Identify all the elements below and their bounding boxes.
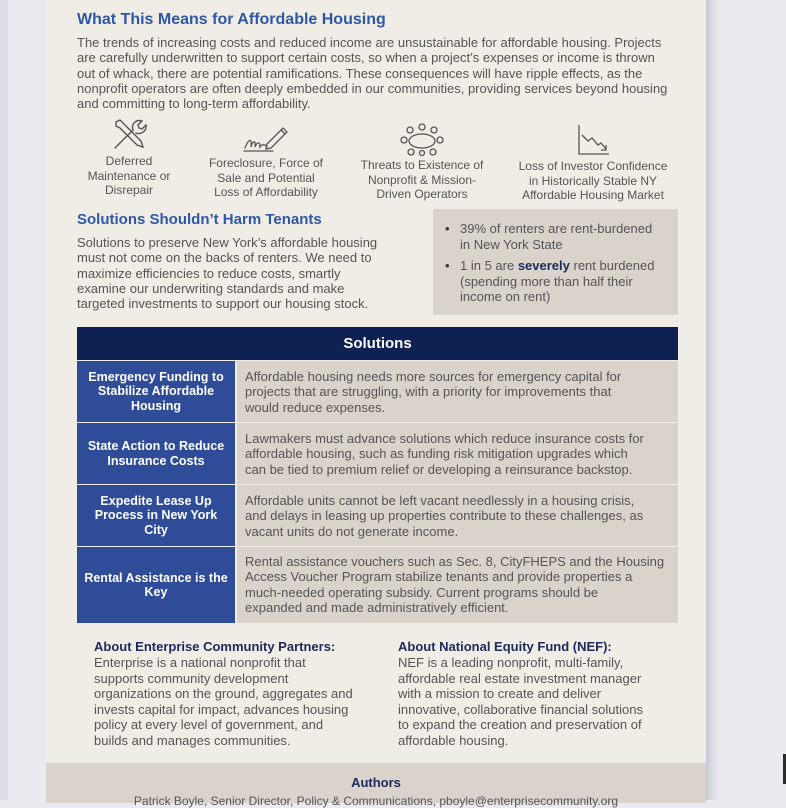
text-line: must not come on the backs of renters. We need to [77,250,372,266]
about-body [398,655,673,748]
about-enterprise [94,639,369,748]
ramification-label: Loss of Affordability [214,185,318,199]
ramification-deferred-maintenance [79,116,179,198]
text-line: maximize efficiencies to reduce costs, smartly [77,265,341,281]
text-line: expanded and made administratively efficient. [245,599,509,615]
text-line: builds and manages communities. [94,732,291,748]
text-line: out of whack, there are potential ramifications. These consequences will have ripple effects, as the [77,65,643,81]
about-heading: About Enterprise Community Partners: [94,639,336,654]
solution-description [237,361,678,422]
authors-heading: Authors [351,775,401,790]
rent-burden-stats [433,209,678,315]
text-line: vacant units do not generate income. [245,523,459,539]
text-line: to expand the creation and preservation of [398,717,642,732]
text-line: and committing to long-term affordability. [77,96,311,112]
ramification-label: Threats to Existence of [360,158,484,172]
text-line: examine our underwriting standards and make [77,280,345,296]
text-line: with a mission to create and deliver [398,686,602,701]
solution-label: Emergency Funding to Stabilize Affordable Housing [77,361,235,422]
left-sidebar [0,0,8,800]
text-line: Access Voucher Program stabilize tenants and provide properties a [245,569,633,585]
about-heading: About National Equity Fund (NEF): [398,639,612,654]
ramification-label: Sale and Potential [217,170,315,185]
text-line: affordable real estate investment manager [398,670,642,686]
ramification-label: Maintenance or [87,168,171,183]
stat-item [445,258,666,305]
text-line: supports community development [94,670,289,686]
text-line: Solutions to preserve New York’s affordable housing [77,235,378,250]
solutions-table-header: Solutions [77,327,678,360]
ramification-label: Affordable Housing Market [522,188,664,202]
page-shadow [706,0,718,800]
declining-chart-icon [576,123,610,157]
ramification-nonprofit-threat [352,122,492,202]
stat-line [460,258,666,274]
solution-description [237,423,678,484]
text-line: NEF is a leading nonprofit, multi-family, [398,655,624,670]
text-line: nonprofit operators are often deeply embedded in our communities, providing services beyond housing [77,80,668,96]
stat-text: 1 in 5 are [460,258,518,273]
signature-icon [243,120,289,154]
solution-label: State Action to Reduce Insurance Costs [77,423,235,484]
ramification-label: Deferred [105,154,153,168]
table-row [77,484,678,546]
authors-line: Patrick Boyle, Senior Director, Policy & Communications, pboyle@enterprisecommunity.org [133,794,619,808]
authors-section [46,763,706,808]
text-line: much-needed operating subsidy. Current programs should be [245,584,599,600]
stat-line: income on rent) [460,289,551,304]
tools-icon [111,116,147,152]
text-line: affordable housing, such as funding risk mitigation upgrades which [245,446,628,462]
text-line: affordable housing. [398,732,509,748]
solution-description [237,485,678,546]
stat-emphasis: severely [517,258,570,273]
stat-text: rent burdened [569,258,655,273]
stat-line: (spending more than half their [460,273,633,289]
stat-item [445,221,666,252]
ramification-label: Loss of Investor Confidence [518,159,668,173]
table-row [77,546,678,623]
text-line: and delays in leasing up properties contribute to these challenges, as [245,508,644,524]
text-line: Enterprise is a national nonprofit that [94,655,306,670]
stat-line: • 39% of renters are rent-burdened [460,221,653,236]
text-line: innovative, collaborative financial solutions [398,701,643,717]
text-line: Affordable housing needs more sources for emergency capital for [245,369,622,384]
text-line: Lawmakers must advance solutions which reduce insurance costs for [245,431,644,446]
ramification-label: Nonprofit & Mission- [367,172,477,187]
table-row [77,360,678,422]
text-line: projects that are struggling, with a priority for improvements that [245,384,612,400]
text-line: Rental assistance vouchers such as Sec. 8, CityFHEPS and the Housing [245,554,665,569]
text-line: are carefully underwritten to support certain costs, so when a project’s expenses or income is thrown [77,50,655,66]
section-heading-affordable-housing: What This Means for Affordable Housing [77,11,386,28]
ramification-label: in Historically Stable NY [528,173,658,188]
text-line: policy at every level of government, and [94,717,324,732]
text-line: Affordable units cannot be left vacant needlessly in a housing crisis, [245,493,635,508]
stat-line: in New York State [460,236,563,252]
meeting-table-icon [400,122,444,156]
tenants-paragraph [77,235,422,311]
ramification-foreclosure [201,120,331,200]
intro-paragraph [77,35,697,111]
solution-label: Rental Assistance is the Key [77,547,235,623]
about-body [94,655,369,748]
text-line: organizations on the ground, aggregates and [94,686,353,701]
ramification-label: Disrepair [104,183,153,197]
document-page [46,0,706,808]
section-heading-tenants: Solutions Shouldn’t Harm Tenants [77,211,322,228]
text-line: targeted investments to support our housing stock. [77,296,369,312]
ramification-investor-confidence [509,123,677,203]
solutions-table [77,327,678,623]
ramification-label: Foreclosure, Force of [208,156,324,170]
text-line: can be tied to premium relief or developing a reinsurance backstop. [245,461,633,477]
table-row [77,422,678,484]
text-line: would reduce expenses. [245,399,386,415]
ramification-label: Driven Operators [376,187,468,201]
solution-description [237,547,678,623]
about-nef [398,639,673,748]
text-line: invests capital for impact, advances housing [94,701,349,717]
text-line: The trends of increasing costs and reduced income are unsustainable for affordable housing. Projects [77,35,662,50]
solution-label: Expedite Lease Up Process in New York City [77,485,235,546]
